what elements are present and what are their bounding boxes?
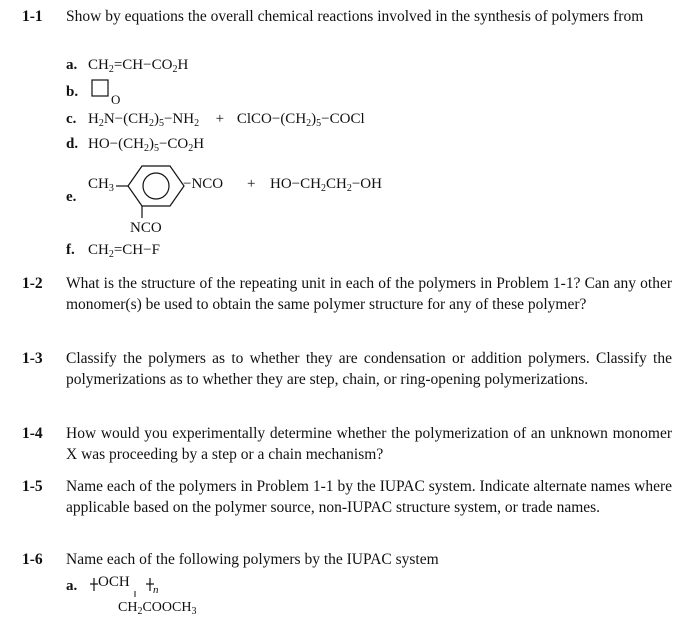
problem-1-6 bbox=[22, 549, 672, 570]
problem-number: 1-6 bbox=[22, 551, 43, 568]
isocyanate-right: −NCO bbox=[183, 176, 224, 192]
problem-1-2 bbox=[22, 273, 672, 315]
problem-text: Show by equations the overall chemical reactions involved in the synthesis of polymers from bbox=[66, 8, 644, 25]
ethylene-glycol: $HO-CH_2CH_2-OH$ bbox=[270, 176, 382, 194]
problem-text: Classify the polymers as to whether they are condensation or addition polymers. Classify the polymerizations as to whether they are step, chain, or ring-opening polymerizations. bbox=[66, 350, 672, 388]
plus-sign: + bbox=[247, 176, 256, 192]
problem-text: Name each of the polymers in Problem 1-1 by the IUPAC system. Indicate alternate names where applicable based on the polymer source, non-IUPAC structure system, or trade names. bbox=[66, 478, 672, 516]
item-b: b. bbox=[66, 84, 79, 100]
problem-number: 1-1 bbox=[22, 8, 43, 25]
item-e: e. bbox=[66, 189, 77, 205]
problem-1-1 bbox=[22, 6, 672, 27]
degree-of-polymerization: n bbox=[153, 584, 159, 596]
problem-1-5 bbox=[22, 476, 672, 518]
problem-number: 1-2 bbox=[22, 275, 43, 292]
repeat-unit-formula: OCH bbox=[98, 574, 130, 590]
problem-number: 1-3 bbox=[22, 350, 43, 367]
methyl-group: $CH_3$ bbox=[88, 176, 114, 194]
problem-text: How would you experimentally determine whether the polymerization of an unknown monomer X was proceeding by a step or a chain mechanism? bbox=[66, 425, 672, 463]
problem-number: 1-4 bbox=[22, 425, 43, 442]
problem-1-4 bbox=[22, 423, 672, 465]
item-d: d. $HO-(CH_2)_5-CO_2H$ bbox=[66, 136, 205, 154]
problem-text: Name each of the following polymers by the IUPAC system bbox=[66, 551, 439, 568]
problem-number: 1-5 bbox=[22, 478, 43, 495]
item-a: a. $CH_2=CH-CO_2H$ bbox=[66, 57, 189, 75]
problem-text: What is the structure of the repeating unit in each of the polymers in Problem 1-1? Can any other monomer(s) be used to obtain the same polymer structure for any of these polymer? bbox=[66, 275, 672, 313]
ring-oxygen: O bbox=[111, 92, 121, 107]
side-chain: $CH_2COOCH_3$ bbox=[118, 600, 197, 617]
problem-1-3 bbox=[22, 348, 672, 390]
q6-item-a: a. bbox=[66, 578, 78, 594]
item-f: f. $CH_2=CH-F$ bbox=[66, 242, 160, 260]
isocyanate-bottom: NCO bbox=[130, 220, 162, 236]
oxetane-ring-icon bbox=[88, 78, 128, 110]
item-c: c. $H_2N-(CH_2)_5-NH_2$ + $ClCO-(CH_2)_5-COCl$ bbox=[66, 111, 365, 129]
